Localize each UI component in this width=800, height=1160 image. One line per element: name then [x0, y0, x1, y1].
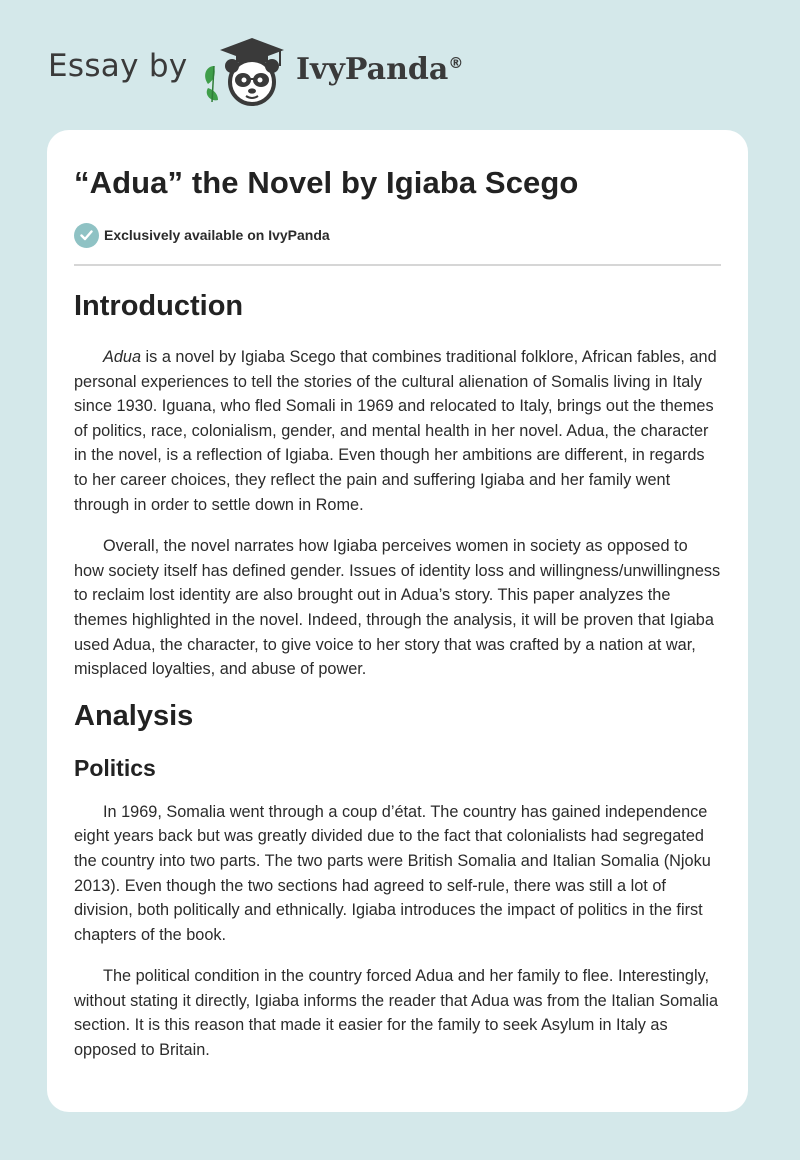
politics-heading: Politics	[74, 754, 156, 781]
intro-paragraph-1	[74, 345, 721, 517]
check-circle-icon	[74, 223, 99, 248]
brand-logo-text[interactable]	[296, 52, 463, 87]
intro-paragraph-1-text: is a novel by Igiaba Scego that combines traditional folklore, African fables, and personal experiences to tell the stories of the cultural alienation of Somalis living in Italy since 1930. Iguana, who fled Somali in 1969 and relocated to Italy, brings out the themes of politics, race, colonialism, gender, and mental health in her novel. Adua, the character in the novel, is a reflection of Igiaba. Even though her ambitions are different, in regards to her career choices, they reflect the pain and suffering Igiaba and her family went through in order to settle down in Rome.	[74, 348, 717, 514]
panda-logo-icon[interactable]	[200, 36, 292, 108]
essay-title: “Adua” the Novel by Igiaba Scego	[74, 165, 579, 200]
novel-title-italic: Adua	[103, 348, 142, 366]
politics-paragraph-1: In 1969, Somalia went through a coup d’état. The country has gained independence eight years back but was greatly divided due to the fact that colonialists had segregated the country into two parts. The two parts were British Somalia and Italian Somalia (Njoku 2013). Even though the two sections had agreed to self-rule, there was still a lot of division, both politically and ethnically. Igiaba introduces the impact of politics in the first chapters of the book.	[74, 802, 711, 944]
exclusive-badge-label: Exclusively available on IvyPanda	[104, 227, 330, 243]
essay-by-label: Essay by	[48, 48, 188, 84]
introduction-heading: Introduction	[74, 290, 244, 322]
analysis-heading: Analysis	[74, 699, 194, 732]
site-header	[0, 0, 800, 130]
politics-paragraph-2: The political condition in the country forced Adua and her family to flee. Interestingly, without stating it directly, Igiaba informs the reader that Adua was from the Italian Somalia section. It is this reason that made it easier for the family to seek Asylum in Italy as opposed to Britain.	[74, 967, 719, 1060]
brand-name: IvyPanda	[296, 52, 449, 87]
essay-card	[47, 130, 748, 1112]
exclusive-badge	[74, 220, 721, 250]
intro-paragraph-2: Overall, the novel narrates how Igiaba perceives women in society as opposed to how society itself has defined gender. Issues of identity loss and willingness/unwillingness to reclaim lost identity are also brought out in Adua’s story. This paper analyzes the themes highlighted in the novel. Indeed, through the analysis, it will be proven that Igiaba used Adua, the character, to give voice to her story that was crafted by a nation at war, misplaced loyalties, and abuse of power.	[74, 537, 721, 679]
registered-mark: ®	[448, 54, 464, 72]
title-divider	[74, 264, 721, 266]
leaf-icon	[205, 66, 218, 102]
